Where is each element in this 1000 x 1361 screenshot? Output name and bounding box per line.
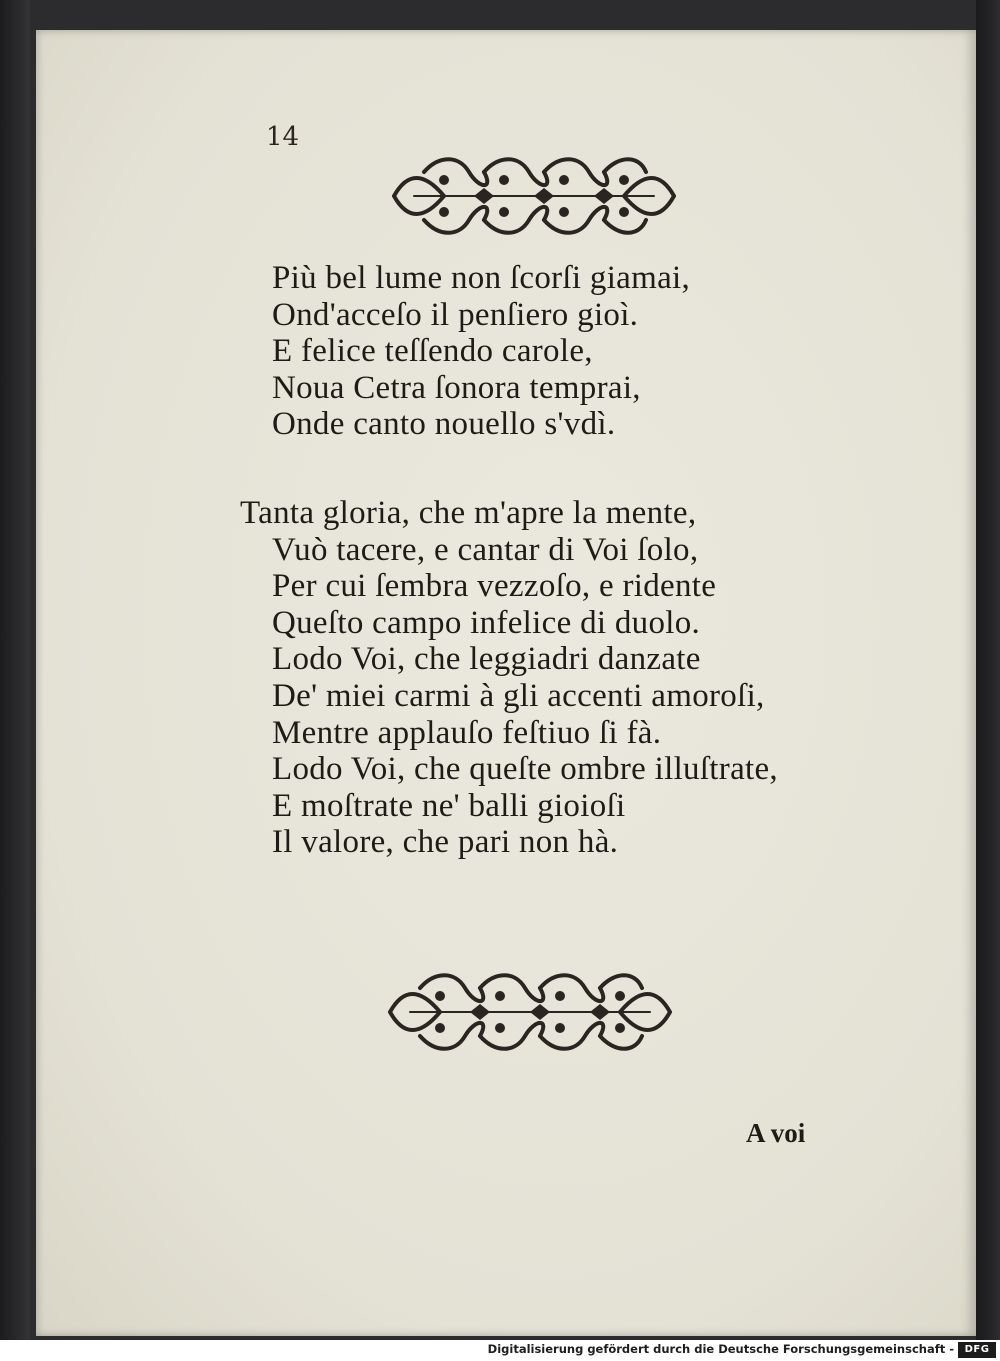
digitization-footer — [0, 1340, 1000, 1361]
verse-line: Per cui ſembra vezzoſo, e ridente — [272, 568, 717, 605]
verse-line: Tanta gloria, che m'apre la mente, — [240, 494, 697, 531]
stanza-2 — [240, 495, 880, 861]
verse-line: Onde canto nouello s'vdì. — [272, 406, 616, 443]
verse-line: Più bel lume non ſcorſi giamai, — [272, 260, 691, 296]
footer-credit: Digitalisierung gefördert durch die Deutsche Forschungsgemeinschaft - — [487, 1342, 954, 1356]
verse-line: Mentre applauſo feſtiuo ſi fà. — [272, 714, 662, 751]
verse-line: Noua Cetra ſonora temprai, — [272, 369, 641, 406]
book-edge-right — [976, 0, 1000, 1340]
poem-text — [240, 260, 880, 861]
verse-line: E felice teſſendo carole, — [272, 333, 593, 370]
book-binding-left — [0, 0, 30, 1340]
verse-line: Ond'acceſo il penſiero gioì. — [272, 296, 639, 333]
verse-line: Vuò tacere, e cantar di Voi ſolo, — [272, 531, 699, 568]
floral-ornament-icon — [380, 966, 680, 1058]
dfg-logo-icon: DFG — [958, 1342, 996, 1358]
verse-line: Queſto campo infelice di duolo. — [272, 604, 701, 641]
catchword: A voi — [746, 1118, 806, 1148]
verse-line: Lodo Voi, che leggiadri danzate — [272, 641, 701, 678]
stanza-1 — [240, 260, 880, 443]
page-number: 14 — [266, 122, 300, 152]
verse-line: De' miei carmi à gli accenti amoroſi, — [272, 677, 765, 714]
verse-line: Il valore, che pari non hà. — [272, 824, 619, 861]
verse-line: E moſtrate ne' balli gioioſi — [272, 787, 626, 824]
verse-line: Lodo Voi, che queſte ombre illuſtrate, — [272, 751, 778, 788]
floral-ornament-icon — [384, 150, 684, 242]
